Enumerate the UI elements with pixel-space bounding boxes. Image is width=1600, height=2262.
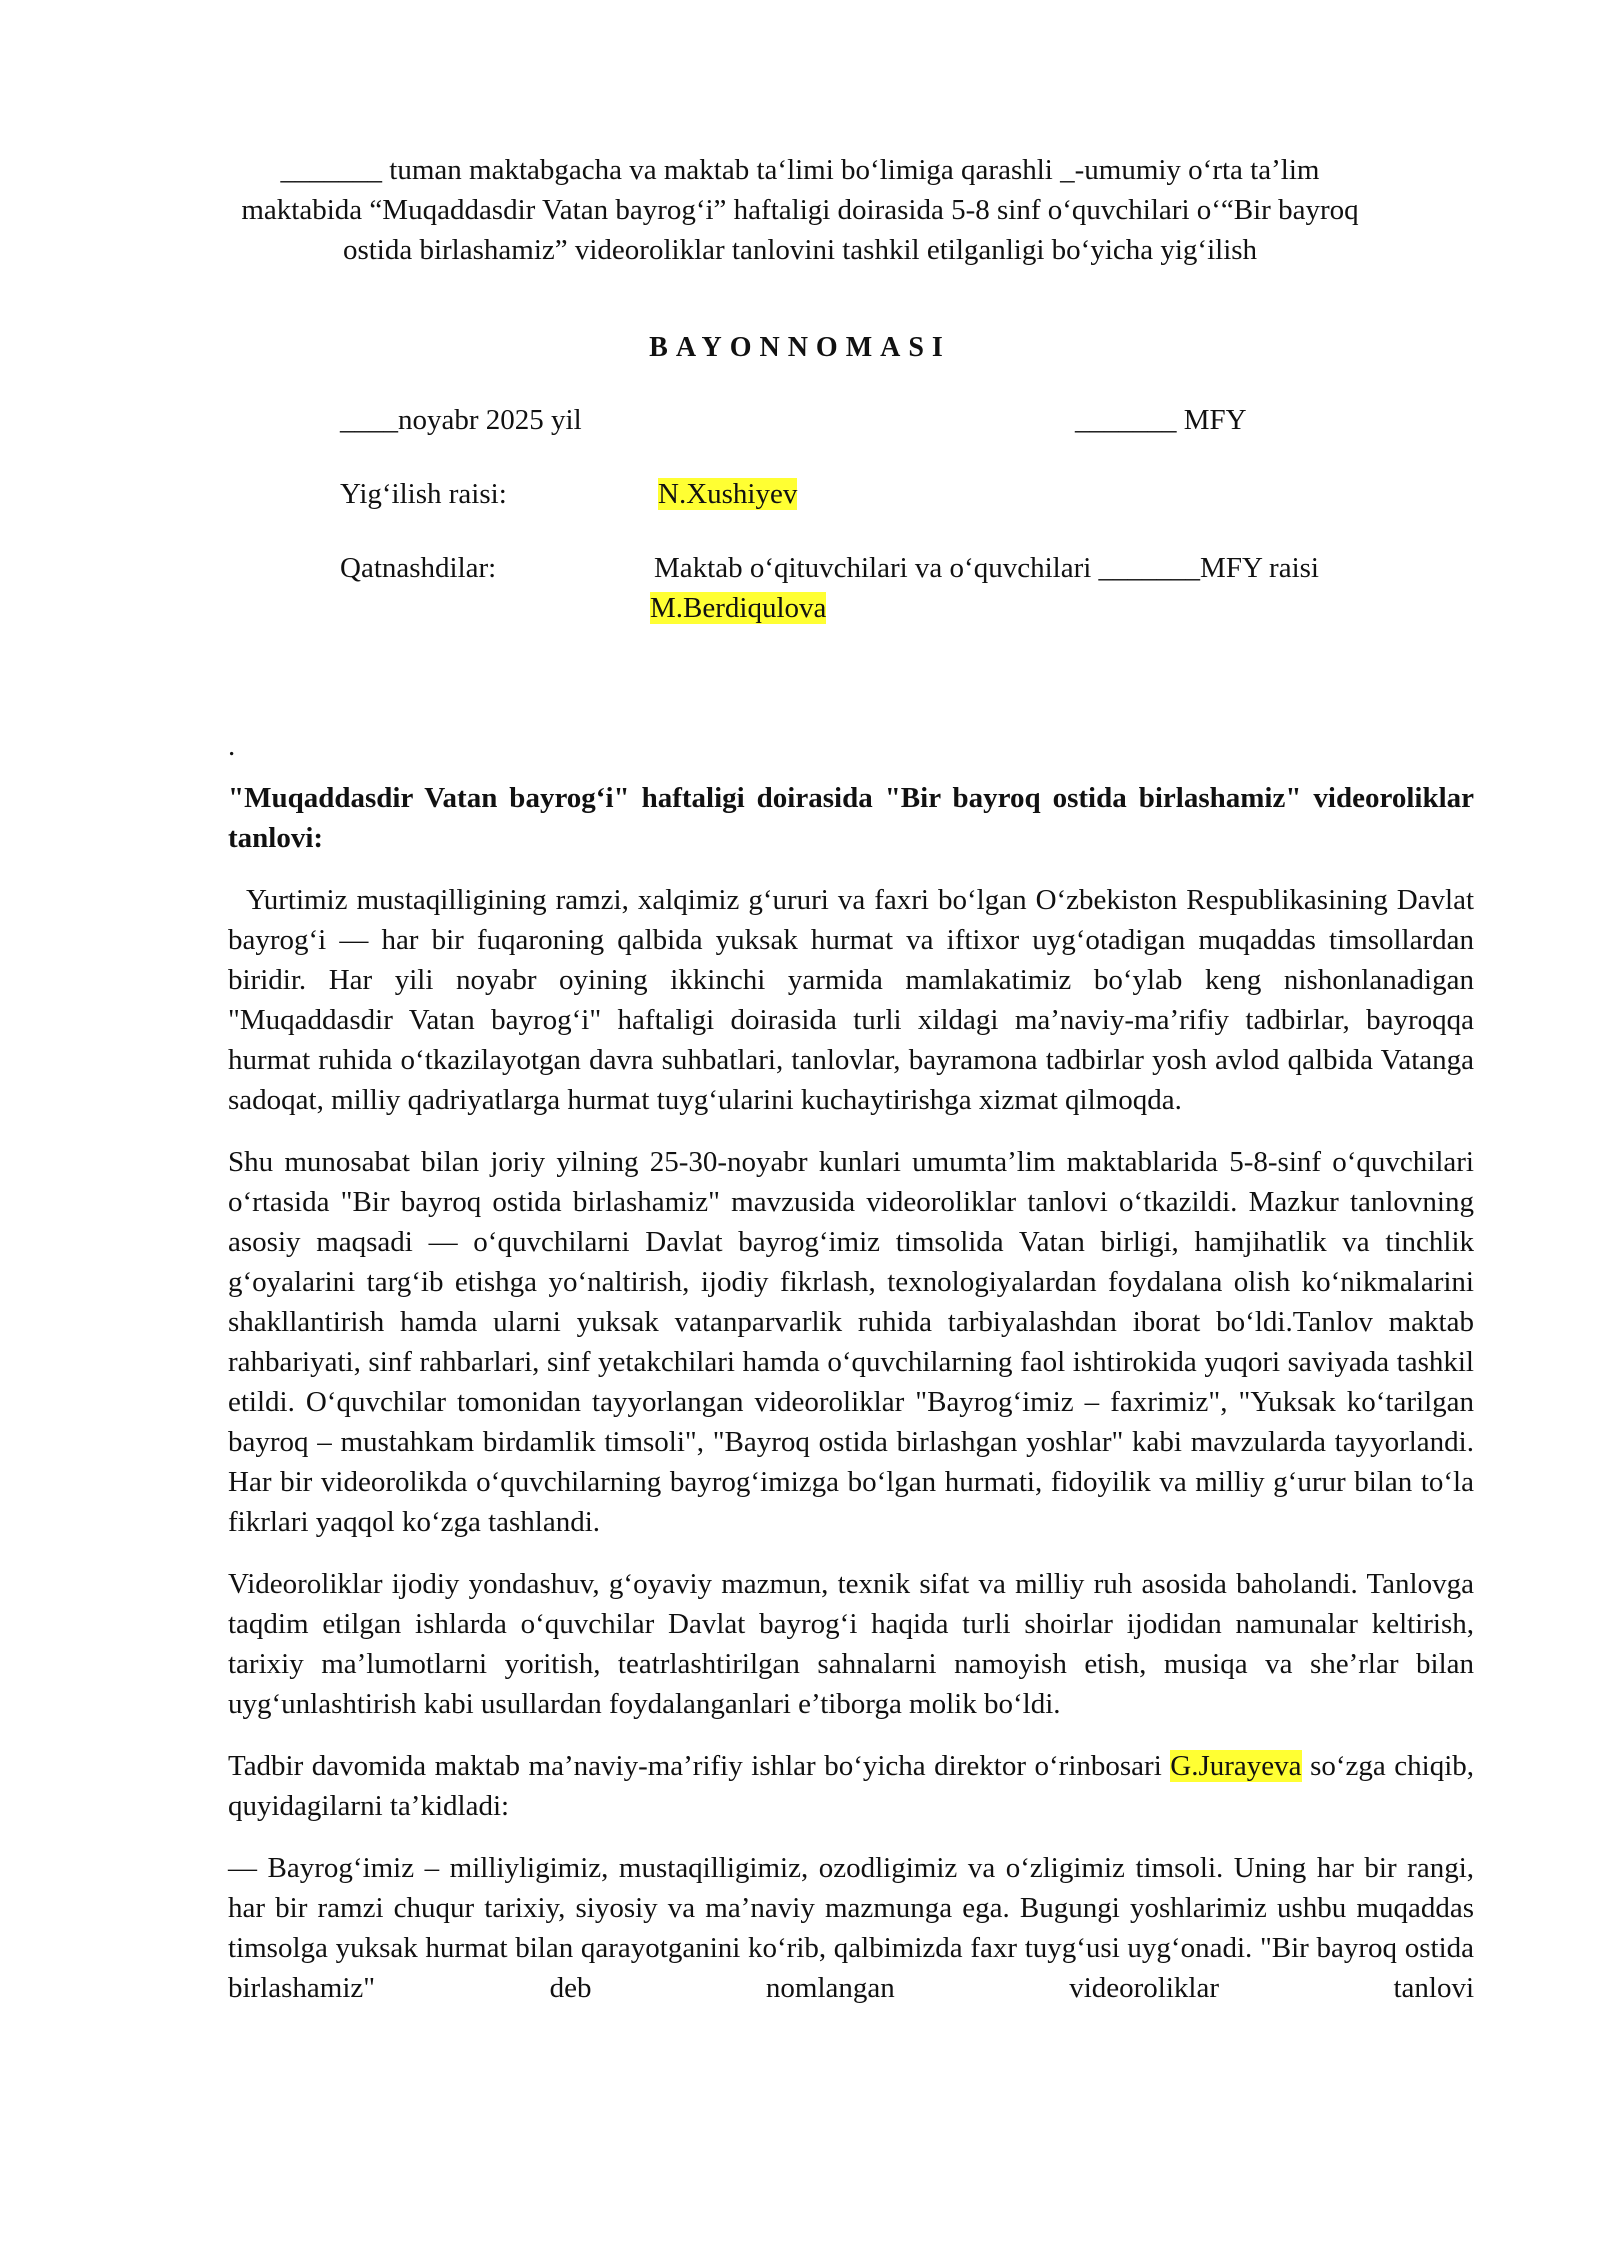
document-header xyxy=(200,150,1400,270)
participants-label: Qatnashdilar: xyxy=(340,552,497,584)
participants-text: Maktab o‘qituvchilari va o‘quvchilari _______MFY raisi xyxy=(654,552,1319,584)
document-title: BAYONNOMASI xyxy=(649,332,951,363)
chair-name-highlight: N.Xushiyev xyxy=(658,478,798,510)
participants-name-highlight: M.Berdiqulova xyxy=(650,592,827,624)
header-line-2: maktabida “Muqaddasdir Vatan bayrog‘i” haftaligi doirasida 5-8 sinf o‘quvchilari o‘“Bir bayroq xyxy=(241,194,1359,226)
header-line-3: ostida birlashamiz” videoroliklar tanlovini tashkil etilganligi bo‘yicha yig‘ilish xyxy=(342,234,1258,266)
participants-value xyxy=(650,548,1414,628)
header-line-1: _______ tuman maktabgacha va maktab ta‘limi bo‘limiga qarashli _-umumiy o‘rta ta’lim xyxy=(280,154,1320,186)
paragraph-2: Shu munosabat bilan joriy yilning 25-30-noyabr kunlari umumta’lim maktablarida 5-8-sinf o‘quvchilari o‘rtasida "Bir bayroq ostida birlashamiz" mavzusida videoroliklar tanlovi o‘tkazildi. Mazkur tanlovning asosiy maqsadi — o‘quvchilarni Davlat bayrog‘imiz timsolida Vatan birligi, hamjihatlik va tinchlik g‘oyalarini targ‘ib etishga yo‘naltirish, ijodiy fikrlash, texnologiyalardan foydalana olish ko‘nikmalarini shakllantirish hamda ularni yuksak vatanparvarlik ruhida tarbiyalashdan iborat bo‘ldi.Tanlov maktab rahbariyati, sinf rahbarlari, sinf yetakchilari hamda o‘quvchilarning faol ishtirokida yuqori saviyada tashkil etildi. O‘quvchilar tomonidan tayyorlangan videoroliklar "Bayrog‘imiz – faxrimiz", "Yuksak ko‘tarilgan bayroq – mustahkam birdamlik timsoli", "Bayroq ostida birlashgan yoshlar" kabi mavzularda tayyorlandi. Har bir videorolikda o‘quvchilarning bayrog‘imizga bo‘lgan hurmati, fidoyilik va milliy g‘urur bilan to‘la fikrlari yaqqol ko‘zga tashlandi. xyxy=(228,1146,1474,1538)
mfy-name: _______ MFY xyxy=(1075,404,1247,436)
document-body xyxy=(228,778,1482,2030)
chair-name xyxy=(658,474,797,514)
meeting-date: ____noyabr 2025 yil xyxy=(340,404,582,436)
participants-name xyxy=(650,588,1414,628)
separator-dot: . xyxy=(228,730,236,762)
section-heading: "Muqaddasdir Vatan bayrog‘i" haftaligi doirasida "Bir bayroq ostida birlashamiz" videoroliklar tanlovi: xyxy=(228,782,1474,854)
paragraph-1: Yurtimiz mustaqilligining ramzi, xalqimiz g‘ururi va faxri bo‘lgan O‘zbekiston Respublikasining Davlat bayrog‘i — har bir fuqaroning qalbida yuksak hurmat va iftixor uyg‘otadigan muqaddas timsollardan biridir. Har yili noyabr oyining ikkinchi yarmida mamlakatimiz bo‘ylab keng nishonlanadigan "Muqaddasdir Vatan bayrog‘i" haftaligi doirasida turli xildagi ma’naviy-ma’rifiy tadbirlar, bayroqqa hurmat ruhida o‘tkazilayotgan davra suhbatlari, tanlovlar, bayramona tadbirlar yosh avlod qalbida Vatanga sadoqat, milliy qadriyatlarga hurmat tuyg‘ularini kuchaytirishga xizmat qilmoqda. xyxy=(228,884,1482,1116)
chair-label: Yig‘ilish raisi: xyxy=(340,478,507,510)
paragraph-4-text-end: so‘zga chiqib, quyidagilarni ta’kidladi: xyxy=(228,1750,1475,1822)
paragraph-3: Videoroliklar ijodiy yondashuv, g‘oyaviy mazmun, texnik sifat va milliy ruh asosida baholandi. Tanlovga taqdim etilgan ishlarda o‘quvchilar Davlat bayrog‘i haqida turli shoirlar ijodidan namunalar keltirish, tarixiy ma’lumotlarni yoritish, teatrlashtirilgan sahnalarni namoyish etish, musiqa va she’rlar bilan uyg‘unlashtirish kabi usullardan foydalanganlari e’tiborga molik bo‘ldi. xyxy=(228,1568,1474,1720)
deputy-name-highlight: G.Jurayeva xyxy=(1170,1750,1302,1782)
paragraph-4-text-start: Tadbir davomida maktab ma’naviy-ma’rifiy ishlar bo‘yicha direktor o‘rinbosari xyxy=(228,1750,1171,1782)
paragraph-5: — Bayrog‘imiz – milliyligimiz, mustaqilligimiz, ozodligimiz va o‘zligimiz timsoli. Uning har bir rangi, har bir ramzi chuqur tarixiy, siyosiy va ma’naviy mazmunga ega. Bugungi yoshlarimiz ushbu muqaddas timsolga yuksak hurmat bilan qarayotganini ko‘rib, qalbimizda faxr tuyg‘usi uyg‘onadi. "Bir bayroq ostida birlashamiz" deb nomlangan videoroliklar tanlovi xyxy=(228,1852,1474,2004)
paragraph-4 xyxy=(228,1746,1474,1826)
